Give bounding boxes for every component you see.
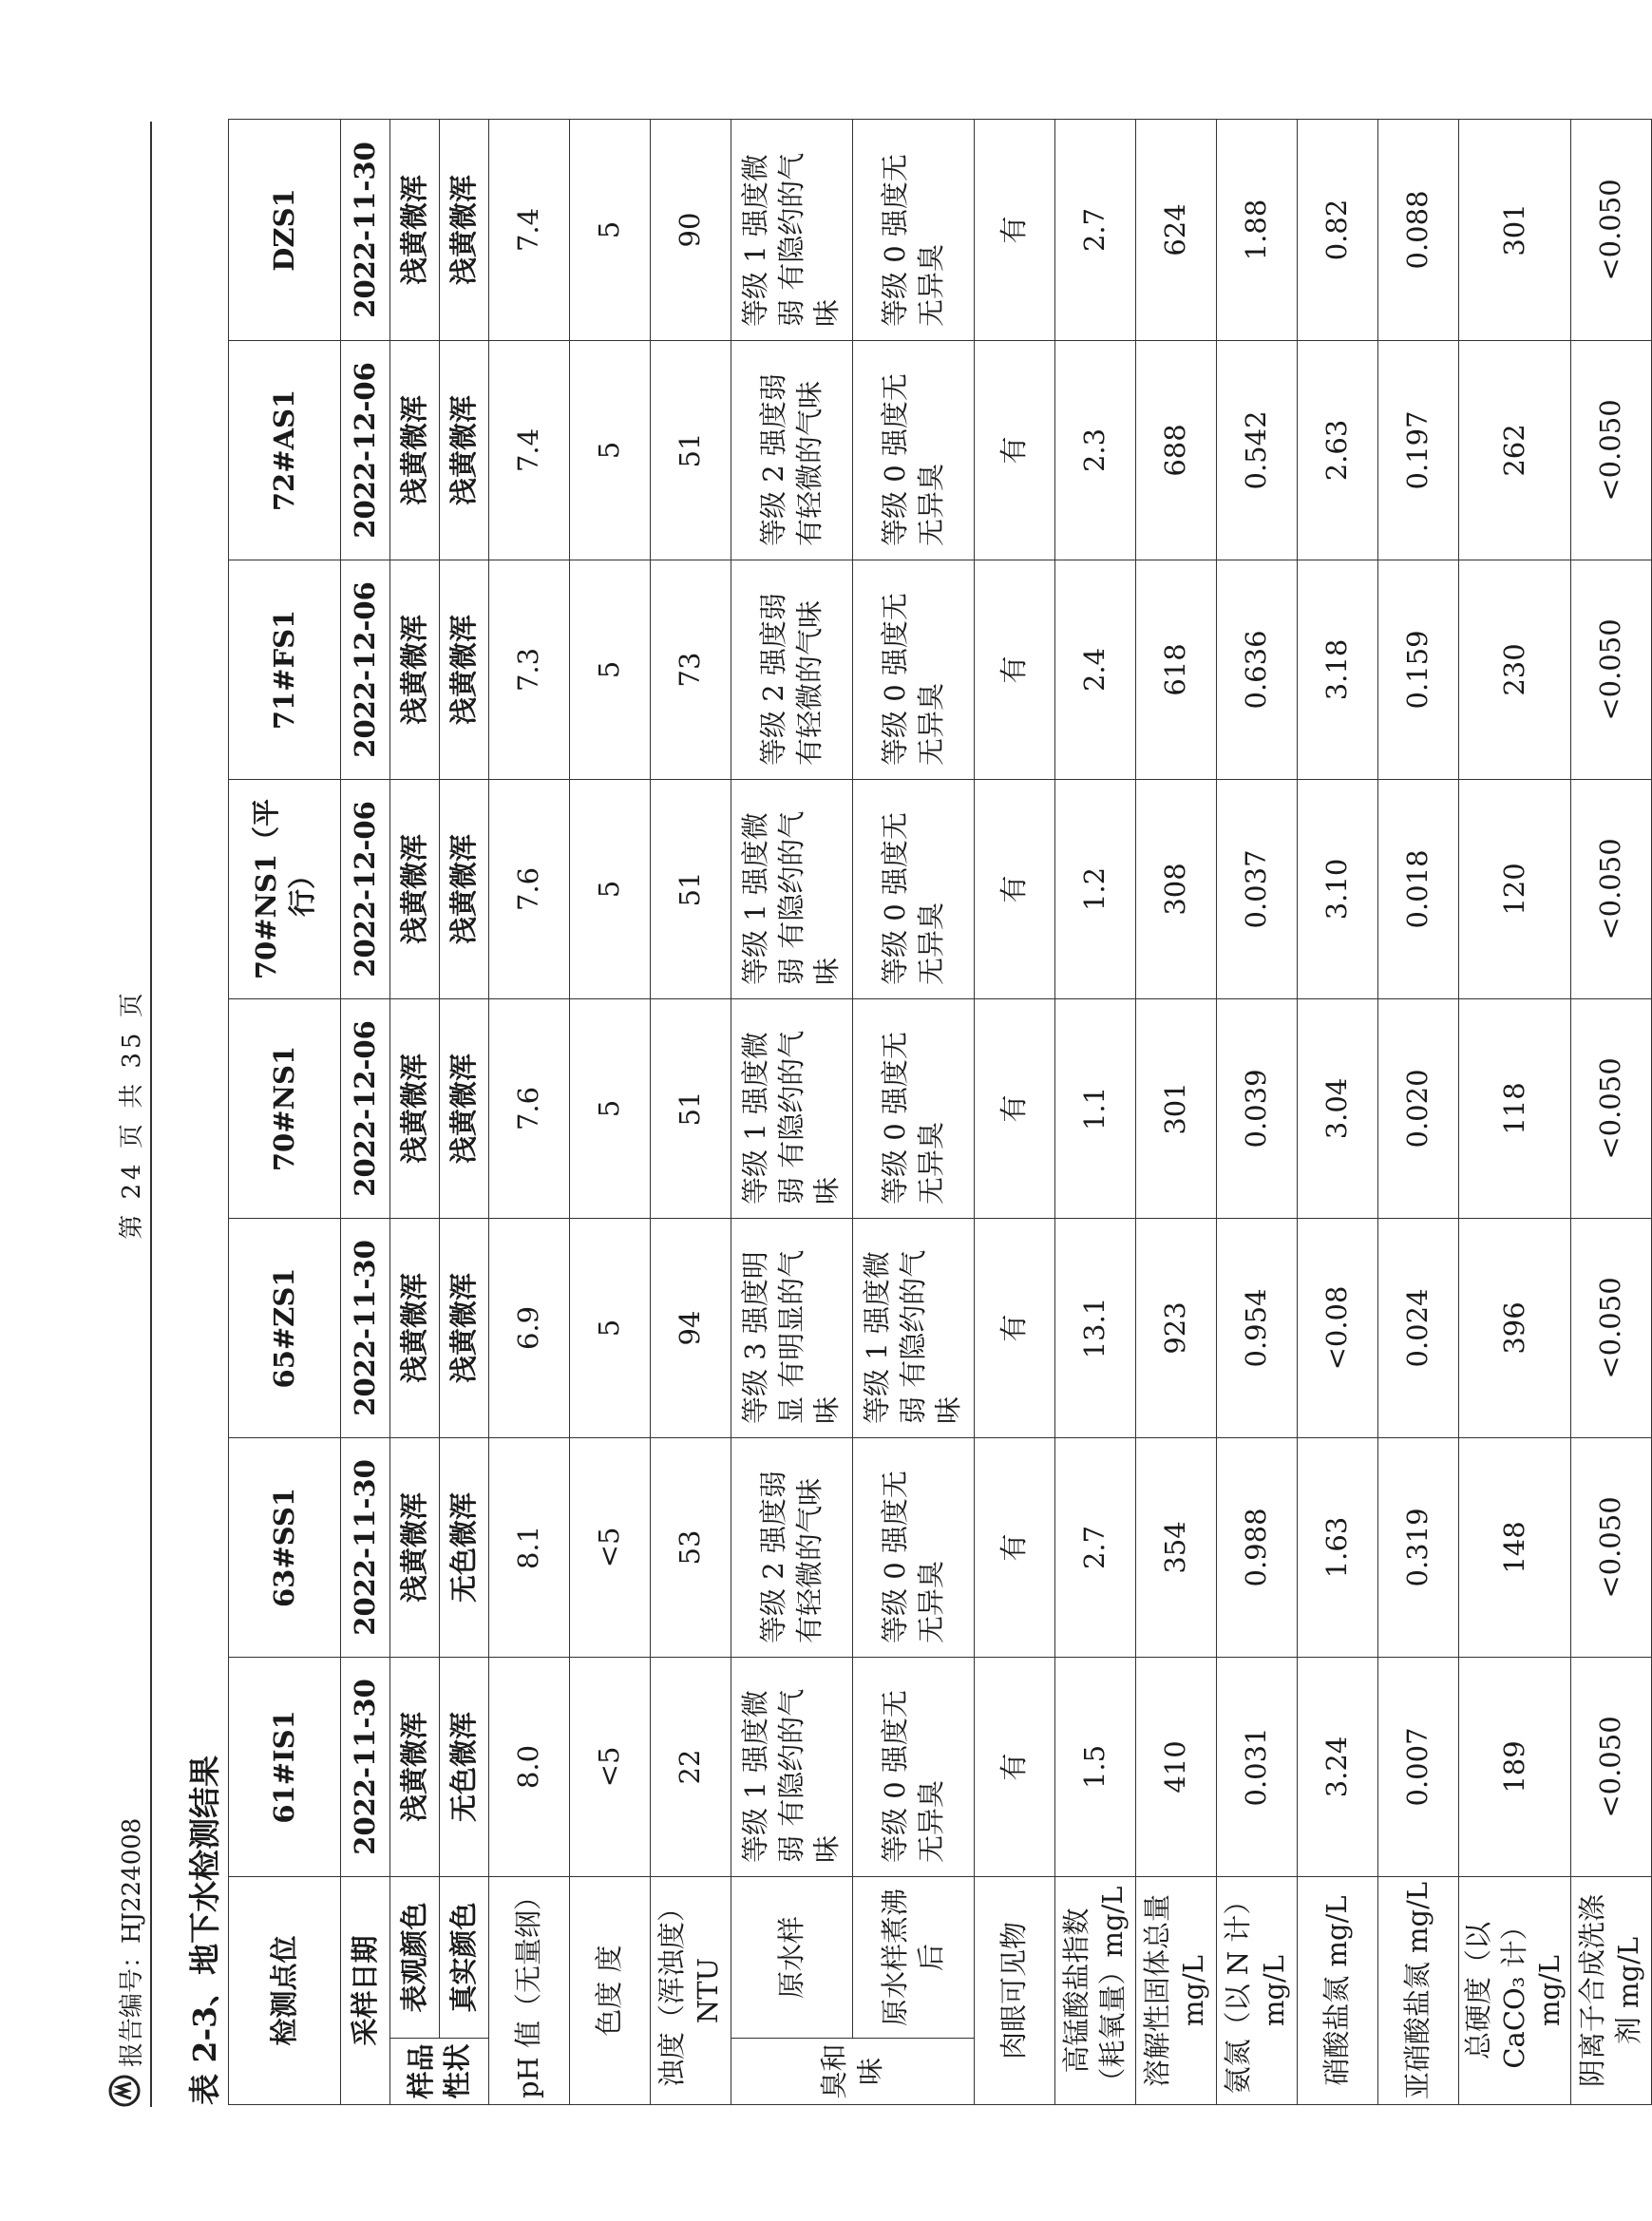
cell-odor-boiled: 等级 0 强度无 无异臭 (853, 998, 975, 1218)
cell-hardness: 118 (1459, 998, 1571, 1218)
cell-nitrite: 0.159 (1378, 560, 1459, 779)
cell-site: 65#ZS1 (229, 1218, 341, 1437)
cell-tds: 624 (1136, 119, 1217, 340)
cell-true: 浅黄微浑 (440, 998, 489, 1218)
cell-ph: 8.1 (489, 1437, 570, 1657)
cell-ammonia: 0.542 (1217, 340, 1298, 560)
cell-anionic: <0.050 (1571, 119, 1652, 340)
label-apparent-color: 表观颜色 (390, 1876, 440, 2038)
cell-nitrate: 3.10 (1298, 779, 1378, 998)
row-ph (489, 119, 570, 2104)
label-nitrate: 硝酸盐氮 mg/L (1298, 1876, 1378, 2104)
cell-hardness: 262 (1459, 340, 1571, 560)
label-odor-boiled: 原水样煮沸后 (853, 1876, 975, 2038)
report-number: 报告编号：HJ224008 (118, 1817, 146, 2067)
cell-site: 71#FS1 (229, 560, 341, 779)
cell-odor-boiled: 等级 0 强度无 无异臭 (853, 1437, 975, 1657)
cell-ammonia: 0.031 (1217, 1657, 1298, 1876)
label-turbidity: 浊度（浑浊度）NTU (651, 1876, 731, 2104)
cell-odor-raw: 等级 2 强度弱 有轻微的气味 (731, 340, 853, 560)
cell-anionic: <0.050 (1571, 1437, 1652, 1657)
cell-codmn: 13.1 (1055, 1218, 1136, 1437)
cell-site: 63#SS1 (229, 1437, 341, 1657)
cell-odor-boiled: 等级 0 强度无 无异臭 (853, 340, 975, 560)
cell-ammonia: 0.039 (1217, 998, 1298, 1218)
cell-ammonia: 0.954 (1217, 1218, 1298, 1437)
cell-apparent: 浅黄微浑 (390, 1657, 440, 1876)
cell-true: 浅黄微浑 (440, 1218, 489, 1437)
cell-ph: 7.6 (489, 998, 570, 1218)
label-color: 色度 度 (570, 1876, 651, 2104)
cell-site: 61#IS1 (229, 1657, 341, 1876)
row-turbidity (651, 119, 731, 2104)
cell-true: 浅黄微浑 (440, 340, 489, 560)
cell-odor-boiled: 等级 0 强度无 无异臭 (853, 1657, 975, 1876)
cell-codmn: 1.1 (1055, 998, 1136, 1218)
cell-turbidity: 53 (651, 1437, 731, 1657)
cell-visible: 有 (975, 119, 1055, 340)
label-hardness: 总硬度（以 CaCO₃ 计）mg/L (1459, 1876, 1571, 2104)
cell-anionic: <0.050 (1571, 1218, 1652, 1437)
cell-odor-raw: 等级 2 强度弱 有轻微的气味 (731, 560, 853, 779)
label-ph: pH 值（无量纲） (489, 1876, 570, 2104)
label-tds: 溶解性固体总量 mg/L (1136, 1876, 1217, 2104)
cell-odor-boiled: 等级 0 强度无 无异臭 (853, 560, 975, 779)
cell-odor-raw: 等级 2 强度弱 有轻微的气味 (731, 1437, 853, 1657)
cell-apparent: 浅黄微浑 (390, 1437, 440, 1657)
cell-ammonia: 0.988 (1217, 1437, 1298, 1657)
cell-date: 2022-12-06 (341, 998, 390, 1218)
cell-color: 5 (570, 119, 651, 340)
cell-odor-raw: 等级 1 强度微弱 有隐约的气味 (731, 119, 853, 340)
cell-date: 2022-11-30 (341, 1437, 390, 1657)
cell-apparent: 浅黄微浑 (390, 560, 440, 779)
cell-nitrite: 0.020 (1378, 998, 1459, 1218)
cell-ammonia: 1.88 (1217, 119, 1298, 340)
page-header (106, 122, 152, 2107)
cell-hardness: 120 (1459, 779, 1571, 998)
cell-site: 70#NS1 (229, 998, 341, 1218)
row-site (229, 119, 341, 2104)
label-sample-group: 样品性状 (390, 2039, 489, 2105)
label-visible: 肉眼可见物 (975, 1876, 1055, 2104)
cell-nitrite: 0.007 (1378, 1657, 1459, 1876)
cell-odor-boiled: 等级 0 强度无 无异臭 (853, 119, 975, 340)
cell-turbidity: 51 (651, 998, 731, 1218)
label-anionic: 阴离子合成洗涤剂 mg/L (1571, 1876, 1652, 2104)
cell-hardness: 148 (1459, 1437, 1571, 1657)
cell-site: DZS1 (229, 119, 341, 340)
cell-apparent: 浅黄微浑 (390, 119, 440, 340)
label-site: 检测点位 (229, 1876, 341, 2104)
cell-hardness: 301 (1459, 119, 1571, 340)
cell-true: 无色微浑 (440, 1657, 489, 1876)
cell-anionic: <0.050 (1571, 1657, 1652, 1876)
cell-hardness: 396 (1459, 1218, 1571, 1437)
cell-tds: 308 (1136, 779, 1217, 998)
cell-ph: 8.0 (489, 1657, 570, 1876)
cell-ph: 7.3 (489, 560, 570, 779)
page-number: 第 24 页 共 35 页 (118, 989, 146, 1240)
cell-apparent: 浅黄微浑 (390, 779, 440, 998)
cell-turbidity: 51 (651, 779, 731, 998)
cell-tds: 923 (1136, 1218, 1217, 1437)
row-odor-raw (731, 119, 853, 2104)
row-hardness (1459, 119, 1571, 2104)
cell-hardness: 189 (1459, 1657, 1571, 1876)
cell-nitrate: <0.08 (1298, 1218, 1378, 1437)
label-date: 采样日期 (341, 1876, 390, 2104)
cell-turbidity: 94 (651, 1218, 731, 1437)
cell-anionic: <0.050 (1571, 998, 1652, 1218)
cell-anionic: <0.050 (1571, 779, 1652, 998)
cell-date: 2022-12-06 (341, 560, 390, 779)
cell-apparent: 浅黄微浑 (390, 340, 440, 560)
cell-color: 5 (570, 998, 651, 1218)
cell-turbidity: 73 (651, 560, 731, 779)
cell-ph: 7.6 (489, 779, 570, 998)
cell-codmn: 1.2 (1055, 779, 1136, 998)
cell-nitrate: 1.63 (1298, 1437, 1378, 1657)
cell-apparent: 浅黄微浑 (390, 1218, 440, 1437)
cell-color: 5 (570, 560, 651, 779)
row-tds (1136, 119, 1217, 2104)
cell-date: 2022-11-30 (341, 1218, 390, 1437)
cell-date: 2022-11-30 (341, 119, 390, 340)
row-date (341, 119, 390, 2104)
cell-turbidity: 90 (651, 119, 731, 340)
cell-nitrate: 3.18 (1298, 560, 1378, 779)
row-nitrite (1378, 119, 1459, 2104)
cell-odor-raw: 等级 3 强度明显 有明显的气味 (731, 1218, 853, 1437)
cell-hardness: 230 (1459, 560, 1571, 779)
cell-color: <5 (570, 1657, 651, 1876)
row-true-color (440, 119, 489, 2104)
cell-codmn: 2.4 (1055, 560, 1136, 779)
row-visible (975, 119, 1055, 2104)
cell-visible: 有 (975, 560, 1055, 779)
cell-codmn: 2.3 (1055, 340, 1136, 560)
cell-nitrite: 0.024 (1378, 1218, 1459, 1437)
cell-apparent: 浅黄微浑 (390, 998, 440, 1218)
cell-tds: 618 (1136, 560, 1217, 779)
cell-date: 2022-12-06 (341, 779, 390, 998)
cell-visible: 有 (975, 340, 1055, 560)
row-apparent-color (390, 119, 440, 2104)
cell-site: 72#AS1 (229, 340, 341, 560)
row-color (570, 119, 651, 2104)
cell-odor-raw: 等级 1 强度微弱 有隐约的气味 (731, 998, 853, 1218)
cell-odor-boiled: 等级 1 强度微弱 有隐约的气味 (853, 1218, 975, 1437)
cell-visible: 有 (975, 779, 1055, 998)
cell-turbidity: 51 (651, 340, 731, 560)
label-codmn: 高锰酸盐指数（耗氧量）mg/L (1055, 1876, 1136, 2104)
cell-color: 5 (570, 779, 651, 998)
cell-codmn: 2.7 (1055, 119, 1136, 340)
groundwater-results-table (228, 119, 1652, 2105)
cell-site: 70#NS1（平行） (229, 779, 341, 998)
cell-nitrite: 0.018 (1378, 779, 1459, 998)
cell-ammonia: 0.636 (1217, 560, 1298, 779)
cell-ph: 7.4 (489, 119, 570, 340)
cell-odor-raw: 等级 1 强度微弱 有隐约的气味 (731, 779, 853, 998)
cell-ph: 6.9 (489, 1218, 570, 1437)
row-odor-boiled (853, 119, 975, 2104)
row-codmn (1055, 119, 1136, 2104)
label-odor-raw: 原水样 (731, 1876, 853, 2038)
cell-ammonia: 0.037 (1217, 779, 1298, 998)
cell-color: <5 (570, 1437, 651, 1657)
cell-turbidity: 22 (651, 1657, 731, 1876)
cell-anionic: <0.050 (1571, 560, 1652, 779)
cell-color: 5 (570, 1218, 651, 1437)
cell-ph: 7.4 (489, 340, 570, 560)
row-nitrate (1298, 119, 1378, 2104)
cell-anionic: <0.050 (1571, 340, 1652, 560)
label-nitrite: 亚硝酸盐氮 mg/L (1378, 1876, 1459, 2104)
cell-date: 2022-11-30 (341, 1657, 390, 1876)
cell-codmn: 2.7 (1055, 1437, 1136, 1657)
cell-true: 浅黄微浑 (440, 119, 489, 340)
cell-true: 浅黄微浑 (440, 560, 489, 779)
cell-nitrite: 0.088 (1378, 119, 1459, 340)
cell-tds: 410 (1136, 1657, 1217, 1876)
cell-odor-boiled: 等级 0 强度无 无异臭 (853, 779, 975, 998)
table-title: 表 2-3、地下水检测结果 (186, 1755, 223, 2105)
cell-true: 浅黄微浑 (440, 779, 489, 998)
cell-tds: 688 (1136, 340, 1217, 560)
cell-date: 2022-12-06 (341, 340, 390, 560)
label-ammonia: 氨氮（以 N 计）mg/L (1217, 1876, 1298, 2104)
cell-visible: 有 (975, 1657, 1055, 1876)
cell-nitrate: 2.63 (1298, 340, 1378, 560)
cell-nitrite: 0.197 (1378, 340, 1459, 560)
cell-tds: 354 (1136, 1437, 1217, 1657)
cell-nitrite: 0.319 (1378, 1437, 1459, 1657)
cell-codmn: 1.5 (1055, 1657, 1136, 1876)
label-true-color: 真实颜色 (440, 1876, 489, 2038)
cell-nitrate: 3.04 (1298, 998, 1378, 1218)
label-odor-group: 臭和味 (731, 2039, 975, 2105)
cell-visible: 有 (975, 1218, 1055, 1437)
row-anionic (1571, 119, 1652, 2104)
cell-odor-raw: 等级 1 强度微弱 有隐约的气味 (731, 1657, 853, 1876)
cell-true: 无色微浑 (440, 1437, 489, 1657)
cell-tds: 301 (1136, 998, 1217, 1218)
cell-visible: 有 (975, 998, 1055, 1218)
cell-color: 5 (570, 340, 651, 560)
cell-nitrate: 0.82 (1298, 119, 1378, 340)
cell-nitrate: 3.24 (1298, 1657, 1378, 1876)
cell-visible: 有 (975, 1437, 1055, 1657)
table-body (229, 119, 1652, 2104)
row-ammonia (1217, 119, 1298, 2104)
